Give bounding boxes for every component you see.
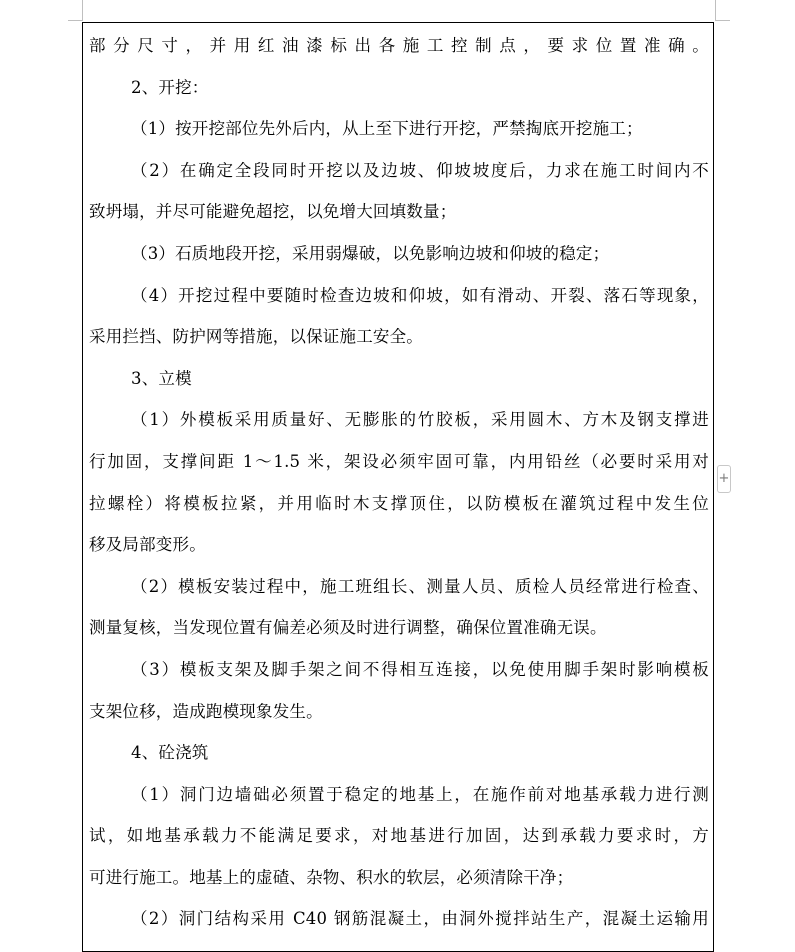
text-line: （1）外模板采用质量好、无膨胀的竹胶板，采用圆木、方木及钢支撑进 — [131, 410, 709, 430]
text-line: 支架位移，造成跑模现象发生。 — [89, 701, 323, 721]
text-line: 试，如地基承载力不能满足要求，对地基进行加固，达到承载力要求时，方 — [89, 826, 709, 846]
text-line: 致坍塌，并尽可能避免超挖，以免增大回填数量； — [89, 202, 457, 222]
add-content-button[interactable]: + — [717, 465, 731, 493]
text-line: （1）洞门边墙础必须置于稳定的地基上，在施作前对地基承载力进行测 — [131, 784, 709, 804]
text-line: 采用拦挡、防护网等措施，以保证施工安全。 — [89, 327, 423, 347]
text-line: 移及局部变形。 — [89, 535, 206, 555]
text-line: 测量复核，当发现位置有偏差必须及时进行调整，确保位置准确无误。 — [89, 618, 607, 638]
page-corner-mark-right — [715, 0, 730, 21]
text-line: 拉螺栓）将模板拉紧，并用临时木支撑顶住，以防模板在灌筑过程中发生位 — [89, 493, 709, 513]
text-line: 可进行施工。地基上的虚碴、杂物、积水的软层，必须清除干净； — [89, 867, 574, 887]
section-heading: 4、砼浇筑 — [131, 743, 209, 763]
text-line: （2）在确定全段同时开挖以及边坡、仰坡坡度后，力求在施工时间内不 — [131, 160, 709, 180]
text-line: （2）模板安装过程中，施工班组长、测量人员、质检人员经常进行检查、 — [131, 576, 709, 596]
text-line: （3）模板支架及脚手架之间不得相互连接，以免使用脚手架时影响模板 — [131, 659, 709, 679]
text-line: （2）洞门结构采用 C40 钢筋混凝土，由洞外搅拌站生产，混凝土运输用 — [131, 909, 709, 929]
section-heading: 3、立模 — [131, 368, 192, 388]
document-content — [89, 25, 709, 940]
text-line: （4）开挖过程中要随时检查边坡和仰坡，如有滑动、开裂、落石等现象， — [131, 285, 709, 305]
text-line: （1）按开挖部位先外后内，从上至下进行开挖，严禁掏底开挖施工； — [131, 119, 643, 139]
text-line: 部分尺寸，并用红油漆标出各施工控制点，要求位置准确。 — [89, 36, 709, 55]
section-heading: 2、开挖： — [131, 77, 209, 97]
document-text-frame — [82, 22, 714, 952]
page-corner-mark-left — [68, 0, 83, 21]
text-line: （3）石质地段开挖，采用弱爆破，以免影响边坡和仰坡的稳定； — [131, 243, 610, 263]
text-line: 行加固，支撑间距 1～1.5 米，架设必须牢固可靠，内用铅丝（必要时采用对 — [89, 451, 709, 471]
